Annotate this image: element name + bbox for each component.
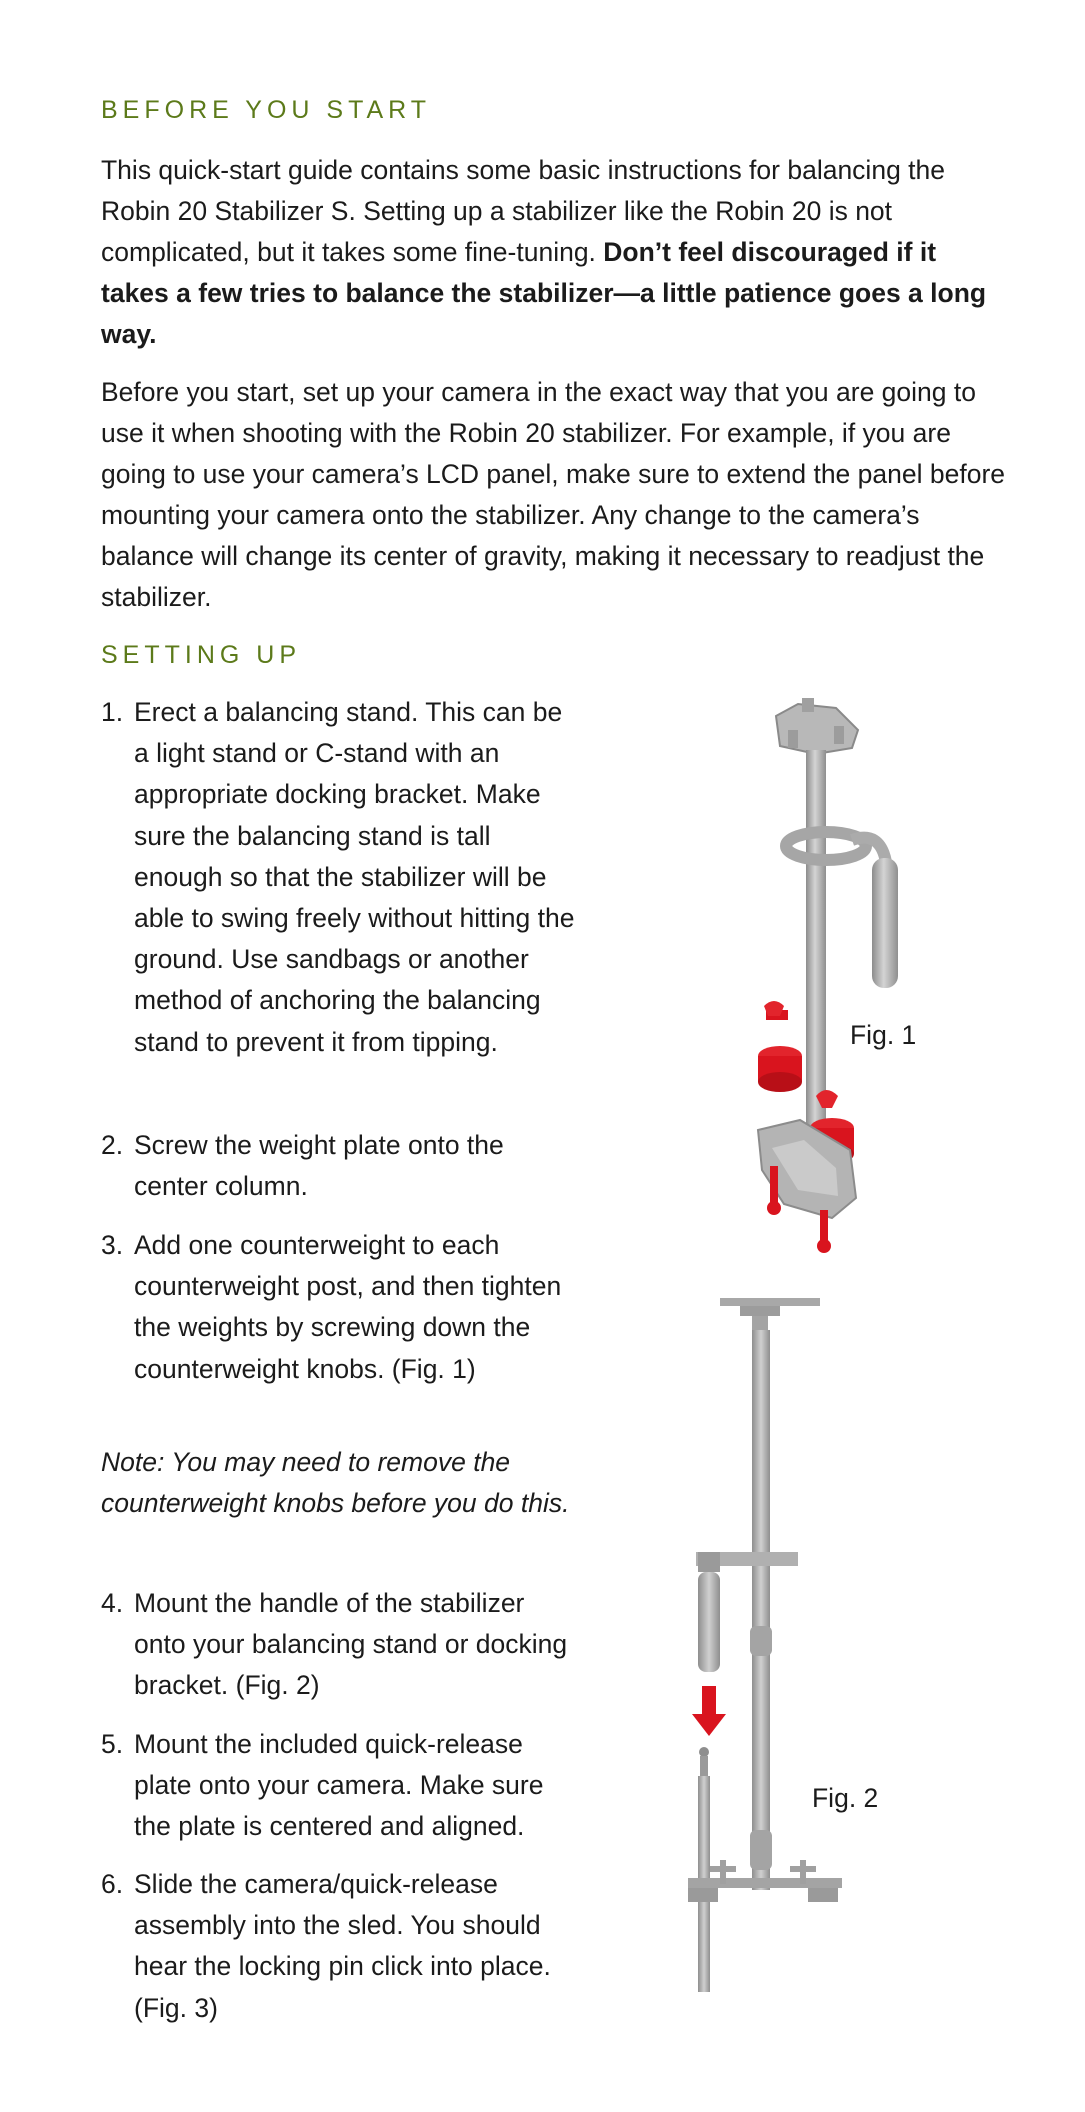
intro-paragraph-2: Before you start, set up your camera in the exact way that you are going to use it when shooting with the Robin 20 stabilizer. For example, if you are going to use your camera’s LCD panel, make sure to extend the panel before mounting your camera onto the stabilizer. Any change to the camera’s balance will change its center of gravity, making it necessary to readjust the stabilizer.: [101, 377, 1006, 612]
figure-1-stabilizer-illustration: [740, 690, 940, 1250]
figure-2-label: Fig. 2: [812, 1783, 879, 1813]
step-number: 2.: [101, 1130, 124, 1160]
step-text: Erect a balancing stand. This can be a light stand or C-stand with an appropriate docking bracket. Make sure the balancing stand is tall enough so that the stabilizer will be able to swing freely without hitting the ground. Use sandbags or another method of anchoring the balancing stand to prevent it from tipping.: [134, 697, 575, 1057]
figure-2-stabilizer-illustration: [680, 1290, 880, 1990]
step-number: 6.: [101, 1869, 124, 1899]
step-text: Mount the included quick-release plate onto your camera. Make sure the plate is centered and aligned.: [134, 1729, 544, 1842]
heading-setting-up: SETTING UP: [101, 641, 302, 669]
step-3: [101, 1225, 581, 1390]
intro-paragraph-1-text: This quick-start guide contains some basic instructions for balancing the Robin 20 Stabilizer S. Setting up a stabilizer like the Robin 20 is not complicated, but it takes some fine-tuning.: [101, 155, 946, 267]
intro-paragraph-1: [101, 150, 1006, 355]
step-1: [101, 692, 581, 1063]
step-text: Screw the weight plate onto the center column.: [134, 1130, 504, 1202]
step-number: 1.: [101, 697, 124, 727]
step-6: [101, 1864, 581, 2029]
step-5: [101, 1724, 581, 1848]
step-4: [101, 1583, 581, 1707]
step-text: Add one counterweight to each counterweight post, and then tighten the weights by screwing down the counterweight knobs. (Fig. 1): [134, 1230, 562, 1384]
step-text: Slide the camera/quick-release assembly into the sled. You should hear the locking pin click into place. (Fig. 3): [134, 1869, 551, 2023]
figure-1-label: Fig. 1: [850, 1020, 917, 1050]
note-counterweight-knobs: Note: You may need to remove the counterweight knobs before you do this.: [101, 1447, 570, 1518]
intro-paragraph-1-bold: Don’t feel discouraged if it takes a few tries to balance the stabilizer—a little patience goes a long way.: [101, 237, 987, 349]
heading-before-you-start: BEFORE YOU START: [101, 96, 432, 124]
step-number: 4.: [101, 1588, 124, 1618]
step-text: Mount the handle of the stabilizer onto your balancing stand or docking bracket. (Fig. 2): [134, 1588, 568, 1701]
step-2: [101, 1125, 581, 1207]
step-number: 3.: [101, 1230, 124, 1260]
step-number: 5.: [101, 1729, 124, 1759]
